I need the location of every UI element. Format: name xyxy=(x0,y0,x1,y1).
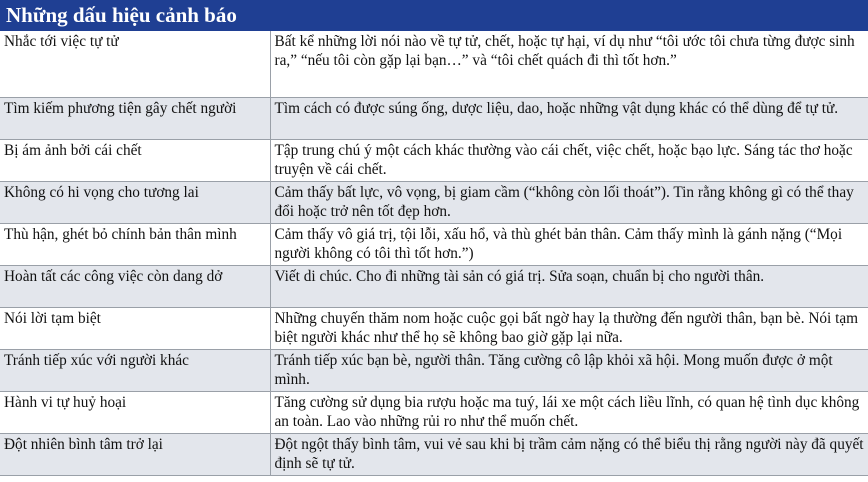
description-cell: Đột ngột thấy bình tâm, vui vẻ sau khi bị trầm cảm nặng có thể biểu thị rằng người này đã quyết định sẽ tự tử. xyxy=(270,433,868,475)
sign-cell: Tìm kiếm phương tiện gây chết người xyxy=(0,97,270,139)
table-row xyxy=(0,31,868,97)
description-cell: Bất kể những lời nói nào về tự tử, chết, hoặc tự hại, ví dụ như “tôi ước tôi chưa từng được sinh ra,” “nếu tôi còn gặp lại bạn…” và “tôi chết quách đi thì tốt hơn.” xyxy=(270,31,868,97)
sign-cell: Thù hận, ghét bỏ chính bản thân mình xyxy=(0,223,270,265)
sign-cell: Hoàn tất các công việc còn dang dở xyxy=(0,265,270,307)
table-body xyxy=(0,31,868,475)
sign-cell: Nói lời tạm biệt xyxy=(0,307,270,349)
sign-cell: Hành vi tự huỷ hoại xyxy=(0,391,270,433)
table-row xyxy=(0,349,868,391)
document-title: Những dấu hiệu cảnh báo xyxy=(0,0,868,31)
description-cell: Cảm thấy bất lực, vô vọng, bị giam cầm (“không còn lối thoát”). Tin rằng không gì có thể thay đổi hoặc trở nên tốt đẹp hơn. xyxy=(270,181,868,223)
description-cell: Tránh tiếp xúc bạn bè, người thân. Tăng cường cô lập khỏi xã hội. Mong muốn được ở một mình. xyxy=(270,349,868,391)
description-cell: Tăng cường sử dụng bia rượu hoặc ma tuý, lái xe một cách liều lĩnh, có quan hệ tình dục không an toàn. Lao vào những rủi ro như thể muốn chết. xyxy=(270,391,868,433)
table-row xyxy=(0,181,868,223)
sign-cell: Bị ám ảnh bởi cái chết xyxy=(0,139,270,181)
table-row xyxy=(0,97,868,139)
table-row xyxy=(0,139,868,181)
description-cell: Những chuyến thăm nom hoặc cuộc gọi bất ngờ hay lạ thường đến người thân, bạn bè. Nói tạm biệt người khác như thể họ sẽ không bao giờ gặp lại nữa. xyxy=(270,307,868,349)
description-cell: Viết di chúc. Cho đi những tài sản có giá trị. Sửa soạn, chuẩn bị cho người thân. xyxy=(270,265,868,307)
table-row xyxy=(0,307,868,349)
table-row xyxy=(0,223,868,265)
warning-signs-table xyxy=(0,31,868,476)
description-cell: Tìm cách có được súng ống, dược liệu, dao, hoặc những vật dụng khác có thể dùng để tự tử. xyxy=(270,97,868,139)
sign-cell: Nhắc tới việc tự tử xyxy=(0,31,270,97)
description-cell: Cảm thấy vô giá trị, tội lỗi, xấu hổ, và thù ghét bản thân. Cảm thấy mình là gánh nặng (“Mọi người không có tôi thì tốt hơn.”) xyxy=(270,223,868,265)
table-row xyxy=(0,433,868,475)
sign-cell: Không có hi vọng cho tương lai xyxy=(0,181,270,223)
sign-cell: Đột nhiên bình tâm trở lại xyxy=(0,433,270,475)
sign-cell: Tránh tiếp xúc với người khác xyxy=(0,349,270,391)
table-row xyxy=(0,391,868,433)
table-row xyxy=(0,265,868,307)
description-cell: Tập trung chú ý một cách khác thường vào cái chết, việc chết, hoặc bạo lực. Sáng tác thơ hoặc truyện về cái chết. xyxy=(270,139,868,181)
